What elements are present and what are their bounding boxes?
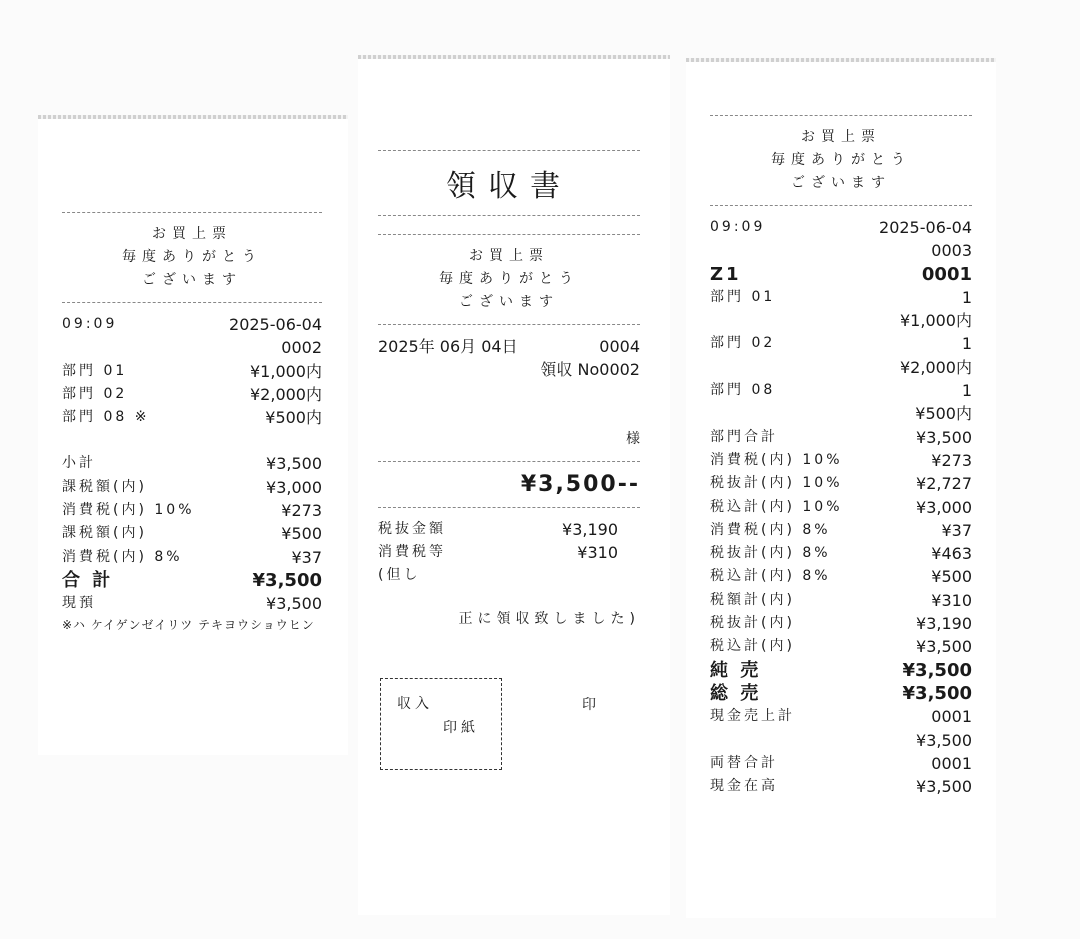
header-line: ございます [142,272,242,288]
divider [378,150,640,151]
line-label: 部門 08 [710,382,776,399]
line-value: ¥3,000 [916,497,972,517]
receipt-line [378,518,618,541]
receipt-line [62,569,322,592]
receipt-line [62,592,322,615]
line-value: ¥310 [577,543,618,563]
line-value: ¥3,000 [266,477,322,497]
line-value: 0002 [281,338,322,358]
receipt-line [710,682,972,705]
line-label: 両替合計 [710,754,778,771]
receipt-line [62,336,322,359]
receipt-title: 領収書 [446,169,572,204]
line-label: 現金売上計 [710,708,795,725]
receipt-header [378,245,640,314]
receipt-line [62,522,322,545]
divider [62,212,322,213]
line-value: ¥500内 [265,408,322,428]
line-value: 0001 [931,707,972,727]
receipt-line [710,379,972,402]
line-value: ¥3,500 [266,454,322,474]
receipt-line [710,589,972,612]
line-label: 09:09 [710,219,766,235]
line-label: 課税額(内) [62,478,147,495]
line-label: 総 売 [710,682,762,704]
line-label: (但し [378,567,421,584]
line-label: 部門 02 [710,335,776,352]
receipt-line [62,476,322,499]
line-label: 現金在高 [710,778,778,795]
tear-edge [38,115,348,119]
receipt-line [710,542,972,565]
line-label: 部門合計 [710,428,778,445]
line-value: ¥2,000内 [250,384,322,404]
receipt-line [62,406,322,429]
stamp-label: 印紙 [443,720,479,736]
receipt-line [710,565,972,588]
receipt-date: 2025年 06月 04日 [378,337,518,356]
honorific: 様 [626,430,640,447]
receipt-line [710,729,972,752]
receipt-no-row [378,358,640,381]
line-label: 税額計(内) [710,591,795,608]
divider [378,215,640,216]
header-line: ございます [459,294,559,310]
stamp-label: 収入 [397,696,433,712]
line-label: 消費税(内) 10% [62,502,195,519]
line-value: ¥3,500 [266,594,322,614]
line-value: ¥3,500 [916,730,972,750]
line-label: 税抜計(内) 10% [710,475,843,492]
receipt-line [710,659,972,682]
line-value: 0001 [921,263,972,285]
line-label: 税抜金額 [378,520,446,537]
line-value: ¥1,000内 [250,361,322,381]
line-label: 消費税等 [378,544,446,561]
line-label: 純 売 [710,659,762,681]
line-value: ¥500内 [915,404,972,424]
tear-edge [686,58,996,62]
line-label: 現預 [62,595,96,612]
revenue-stamp-box [380,678,502,770]
tear-edge [358,55,670,59]
line-label: 09:09 [62,316,118,332]
line-label: 消費税(内) 10% [710,451,843,468]
header-line: お買上票 [801,129,881,145]
receipt-no: 領収 No0002 [540,360,640,380]
receipt-line [710,356,972,379]
receipt-lines [378,518,618,588]
receipt-line [710,402,972,425]
line-label: 税込計(内) 8% [710,568,831,585]
receipt-line [710,635,972,658]
line-value: ¥37 [941,520,972,540]
line-value: ¥1,000内 [900,311,972,331]
receipt-line [62,499,322,522]
header-line: 毎度ありがとう [771,152,911,168]
receipt-line [710,239,972,262]
addressee-row [378,428,640,451]
receipt-line [710,216,972,239]
receipt-line [710,472,972,495]
line-value: ¥2,000内 [900,357,972,377]
line-value: ¥3,190 [916,614,972,634]
receipt-line [62,546,322,569]
receipt-line [710,426,972,449]
line-label: 消費税(内) 8% [710,521,831,538]
header-line: お買上票 [469,248,549,264]
receipt-line [710,612,972,635]
line-value: ¥3,500 [902,659,972,681]
line-value: ¥3,500 [916,777,972,797]
receipt-line [710,332,972,355]
divider [378,324,640,325]
line-value: 1 [961,381,972,401]
line-value: ¥3,500 [916,637,972,657]
receipt-left [62,202,322,633]
line-label: 税込計(内) [710,638,795,655]
receipt-number: 0004 [599,337,640,356]
divider [378,507,640,508]
receipt-right [710,105,972,798]
line-value: ¥3,190 [562,519,618,539]
receipt-line [710,263,972,286]
line-value: 1 [961,334,972,354]
line-value: ¥3,500 [916,427,972,447]
divider [710,205,972,206]
line-value: 2025-06-04 [879,218,972,237]
line-label: 部門 08 ※ [62,409,150,426]
line-value: ¥3,500 [252,569,322,591]
line-label: Z1 [710,263,742,285]
line-label: 部門 01 [62,362,128,379]
receipt-middle [378,140,640,736]
line-label: 税込計(内) 10% [710,498,843,515]
line-value: 2025-06-04 [229,315,322,334]
line-value: ¥310 [931,590,972,610]
receipt-header [710,126,972,195]
receipt-line [710,519,972,542]
receipt-line [710,449,972,472]
line-value: ¥2,727 [916,474,972,494]
divider [378,461,640,462]
date-row [378,335,640,358]
divider [62,302,322,303]
line-label: 税抜計(内) [710,615,795,632]
receipt-line [710,286,972,309]
receipt-line [710,705,972,728]
line-value: ¥3,500 [902,682,972,704]
line-label: 合 計 [62,569,114,591]
seal-mark: 印 [582,697,596,713]
receipt-lines [62,313,322,616]
divider [710,115,972,116]
receipt-line [378,564,618,587]
receipt-line [62,383,322,406]
header-line: お買上票 [152,226,232,242]
receipt-line [62,429,322,452]
line-value: ¥273 [281,501,322,521]
total-amount: ¥3,500-- [520,471,640,497]
divider [378,234,640,235]
header-line: 毎度ありがとう [122,249,262,265]
header-line: 毎度ありがとう [439,271,579,287]
receipt-header [62,223,322,292]
reduced-tax-note: ※ハ ケイゲンゼイリツ テキヨウショウヒン [62,617,315,632]
receipt-line [710,496,972,519]
header-line: ございます [791,175,891,191]
receipt-line [62,452,322,475]
line-value: ¥500 [931,567,972,587]
line-value: 0003 [931,241,972,261]
line-value: 1 [961,287,972,307]
receipt-line [378,541,618,564]
line-value: ¥37 [291,547,322,567]
line-value: ¥500 [281,524,322,544]
receipt-line [710,775,972,798]
line-label: 部門 02 [62,385,128,402]
line-value: ¥463 [931,544,972,564]
receipt-line [62,313,322,336]
line-label: 消費税(内) 8% [62,548,183,565]
received-text: 正に領収致しました) [458,610,640,627]
line-label: 部門 01 [710,288,776,305]
line-value: ¥273 [931,450,972,470]
receipt-lines [710,216,972,798]
line-value: 0001 [931,753,972,773]
line-label: 税抜計(内) 8% [710,545,831,562]
receipt-line [710,752,972,775]
line-label: 課税額(内) [62,525,147,542]
receipt-line [62,360,322,383]
line-label: 小計 [62,455,96,472]
receipt-line [710,309,972,332]
